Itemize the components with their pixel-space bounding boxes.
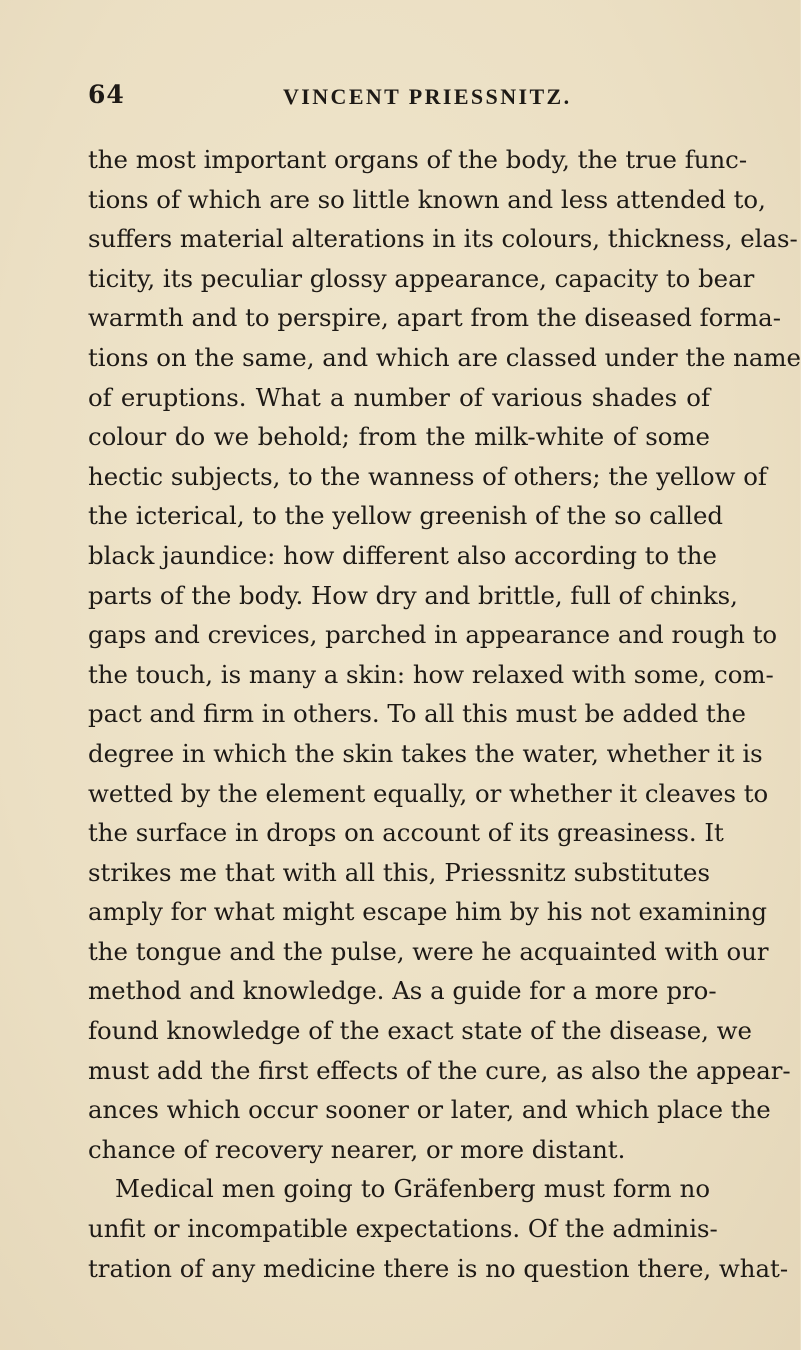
text-line: pact and firm in others. To all this must be added the [88,699,746,729]
text-line: tration of any medicine there is no question there, what- [88,1253,789,1283]
text-line: strikes me that with all this, Priessnitz substitutes [88,857,710,887]
text-line: amply for what might escape him by his not examining [88,897,767,927]
text-line: black jaundice: how different also according to the [88,540,717,570]
text-line: the surface in drops on account of its greasiness. It [88,818,724,848]
text-line: unfit or incompatible expectations. Of the adminis- [88,1214,718,1244]
text-line: tions on the same, and which are classed under the name [88,342,801,372]
text-line: found knowledge of the exact state of the disease, we [88,1016,752,1046]
text-line: suffers material alterations in its colours, thickness, elas- [88,224,798,254]
body-text [88,140,801,1300]
text-line: tions of which are so little known and less attended to, [88,184,766,214]
text-line: warmth and to perspire, apart from the diseased forma- [88,303,781,333]
text-line: parts of the body. How dry and brittle, full of chinks, [88,580,738,610]
text-line: degree in which the skin takes the water, whether it is [88,738,763,768]
paragraph-start-line: Medical men going to Gräfenberg must form no [115,1174,710,1204]
running-title: VINCENT PRIESSNITZ. [283,84,572,109]
text-line: ances which occur sooner or later, and which place the [88,1095,771,1125]
text-line: method and knowledge. As a guide for a more pro- [88,976,717,1006]
text-line: hectic subjects, to the wanness of others; the yellow of [88,461,767,491]
text-line: colour do we behold; from the milk-white of some [88,422,710,452]
text-line: wetted by the element equally, or whether it cleaves to [88,778,769,808]
paragraph-end-line: chance of recovery nearer, or more distant. [88,1134,626,1164]
text-line: the tongue and the pulse, were he acquainted with our [88,936,769,966]
text-line: of eruptions. What a number of various shades of [88,382,710,412]
text-line: the icterical, to the yellow greenish of the so called [88,501,724,531]
text-line: gaps and crevices, parched in appearance and rough to [88,620,778,650]
text-line: the touch, is many a skin: how relaxed with some, com- [88,659,774,689]
text-line: ticity, its peculiar glossy appearance, capacity to bear [88,263,755,293]
text-line: must add the first effects of the cure, as also the appear- [88,1055,791,1085]
text-line: the most important organs of the body, the true func- [88,145,748,174]
page-header [88,80,728,120]
page-number: 64 [88,80,125,109]
